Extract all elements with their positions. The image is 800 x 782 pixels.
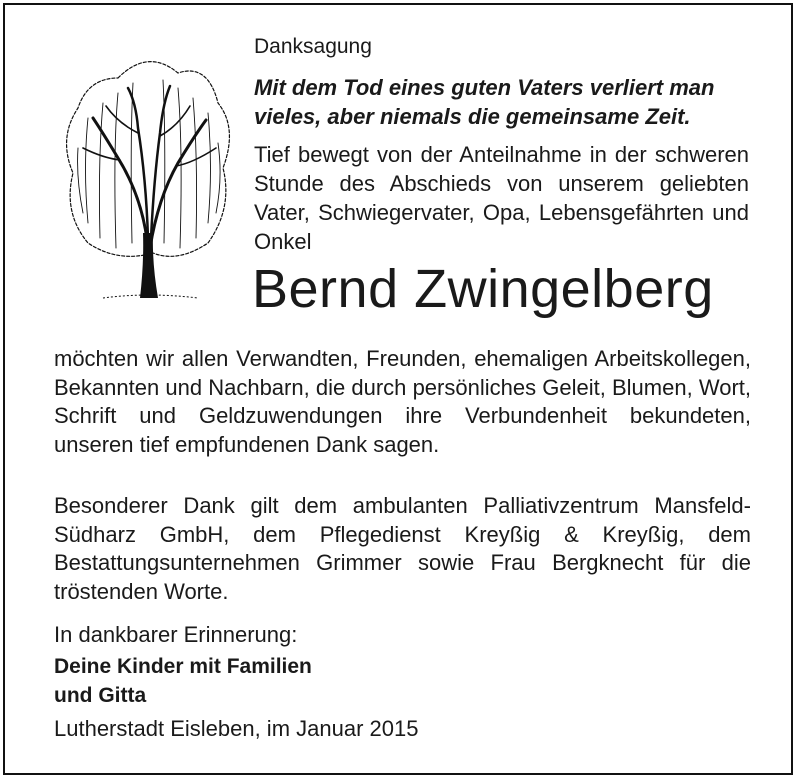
weeping-tree-icon [58, 48, 238, 306]
signers [54, 652, 454, 710]
signers-line-1: Deine Kinder mit Familien [54, 655, 312, 678]
deceased-name: Bernd Zwingelberg [252, 259, 714, 319]
notice-heading: Danksagung [254, 35, 372, 58]
intro-text: Tief bewegt von der Anteilnahme in der schweren Stunde des Abschieds von unserem geliebten Vater, Schwiegervater, Opa, Lebensgefährten und Onkel [254, 142, 749, 254]
place-date: Lutherstadt Eisleben, im Januar 2015 [54, 716, 419, 741]
special-thanks-paragraph: Besonderer Dank gilt dem ambulanten Palliativzentrum Mansfeld-Südharz GmbH, dem Pflegedienst Kreyßig & Kreyßig, dem Bestattungsunternehmen Grimmer sowie Frau Bergknecht für die tröstenden Worte. [54, 493, 751, 604]
closing-line: In dankbarer Erinnerung: [54, 622, 298, 647]
thanks-paragraph: möchten wir allen Verwandten, Freunden, ehemaligen Arbeitskollegen, Bekannten und Nachbarn, die durch persönliches Geleit, Blumen, Wort, Schrift und Geldzuwendungen ihre Verbundenheit bekundeten, unseren tief empfundenen Dank sagen. [54, 346, 751, 457]
signers-line-2: und Gitta [54, 684, 147, 707]
memorial-quote: Mit dem Tod eines guten Vaters verliert man vieles, aber niemals die gemeinsame Zeit. [254, 75, 715, 129]
